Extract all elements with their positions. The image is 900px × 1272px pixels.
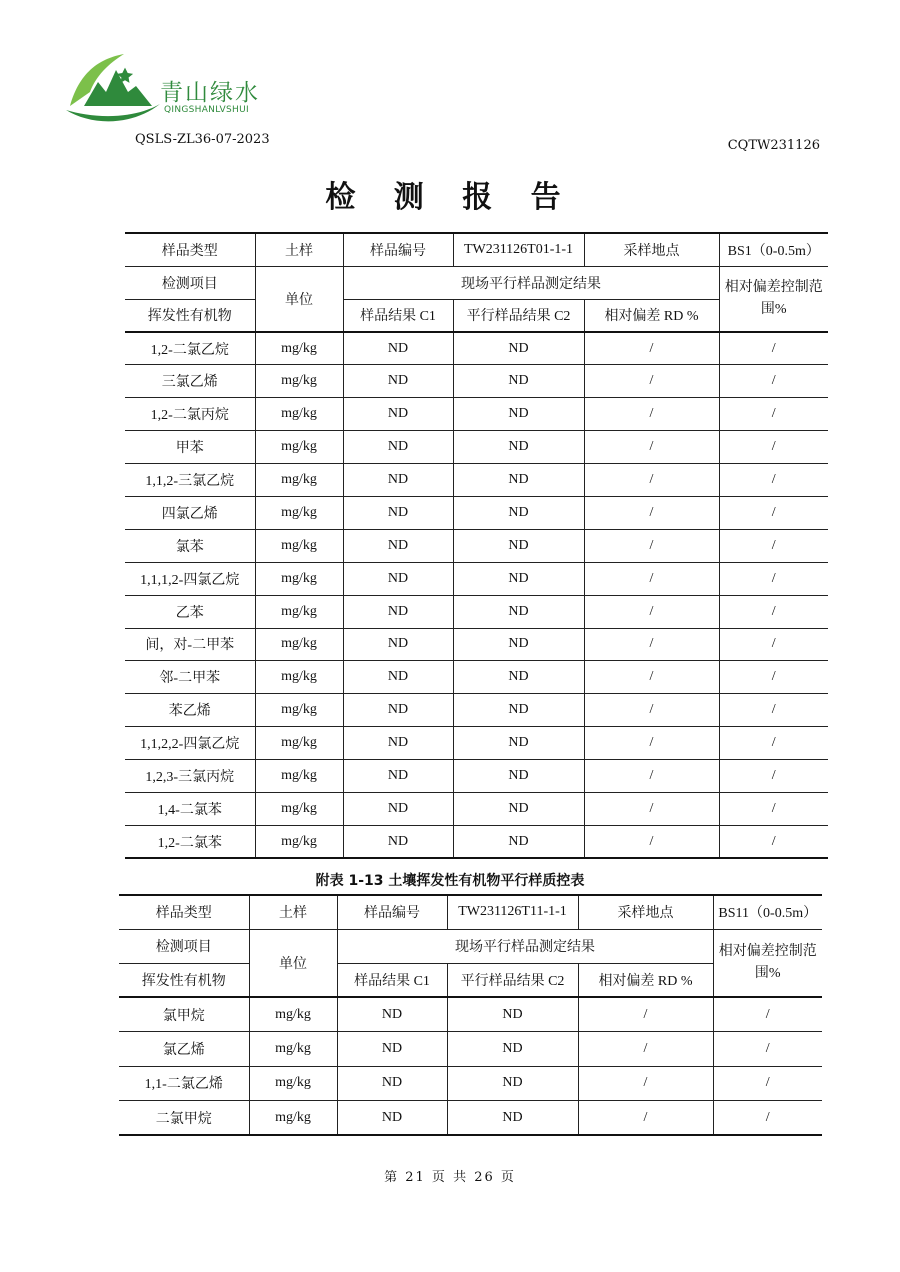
table-row (125, 595, 828, 628)
document-code: QSLS-ZL36-07-2023 (135, 132, 270, 147)
c1-value: ND (343, 365, 453, 398)
rd-limit-label: 相对偏差控制范围% (719, 266, 828, 332)
c2-value: ND (453, 792, 584, 825)
table-row (125, 661, 828, 694)
c2-value: ND (453, 365, 584, 398)
rd-value: / (584, 332, 719, 365)
unit-cell: mg/kg (255, 661, 343, 694)
rd-value: / (584, 398, 719, 431)
c2-label: 平行样品结果 C2 (453, 299, 584, 332)
c2-value: ND (453, 760, 584, 793)
logo-name-en: QINGSHANLVSHUI (164, 105, 249, 115)
analyte-name: 氯乙烯 (119, 1032, 249, 1067)
rd-value: / (584, 760, 719, 793)
rd-value: / (584, 562, 719, 595)
c1-value: ND (343, 760, 453, 793)
unit-cell: mg/kg (255, 464, 343, 497)
c2-value: ND (447, 1101, 578, 1136)
c2-label: 平行样品结果 C2 (447, 963, 578, 997)
sample-no-value: TW231126T11-1-1 (447, 895, 578, 929)
table-row (119, 997, 822, 1032)
category-label: 挥发性有机物 (119, 963, 249, 997)
rd-limit-value: / (713, 1066, 822, 1101)
analyte-name: 邻-二甲苯 (125, 661, 255, 694)
rd-limit-value: / (719, 529, 828, 562)
c1-value: ND (343, 727, 453, 760)
unit-cell: mg/kg (255, 365, 343, 398)
qc-table-1 (125, 232, 828, 859)
unit-cell: mg/kg (255, 398, 343, 431)
c2-value: ND (453, 595, 584, 628)
rd-limit-value: / (719, 496, 828, 529)
unit-cell: mg/kg (255, 694, 343, 727)
c2-value: ND (453, 628, 584, 661)
c1-value: ND (337, 1101, 447, 1136)
c1-label: 样品结果 C1 (337, 963, 447, 997)
logo-name-cn: 青山绿水 (160, 80, 260, 106)
table-1-body (125, 332, 828, 858)
c1-value: ND (337, 997, 447, 1032)
rd-limit-value: / (719, 694, 828, 727)
c2-value: ND (453, 562, 584, 595)
analyte-name: 1,1-二氯乙烯 (119, 1066, 249, 1101)
c2-value: ND (453, 464, 584, 497)
rd-limit-label: 相对偏差控制范围% (713, 929, 822, 997)
rd-limit-value: / (719, 727, 828, 760)
analyte-name: 1,2,3-三氯丙烷 (125, 760, 255, 793)
analyte-name: 氯苯 (125, 529, 255, 562)
c2-value: ND (453, 431, 584, 464)
table-row (125, 365, 828, 398)
rd-limit-value: / (719, 628, 828, 661)
unit-cell: mg/kg (255, 529, 343, 562)
rd-limit-value: / (719, 562, 828, 595)
table-row (125, 529, 828, 562)
rd-label: 相对偏差 RD % (584, 299, 719, 332)
rd-value: / (584, 628, 719, 661)
location-label: 采样地点 (584, 233, 719, 266)
location-value: BS11（0-0.5m） (713, 895, 822, 929)
c2-value: ND (453, 694, 584, 727)
c1-value: ND (343, 496, 453, 529)
unit-label: 单位 (249, 929, 337, 997)
rd-limit-value: / (719, 431, 828, 464)
unit-cell: mg/kg (255, 496, 343, 529)
rd-value: / (578, 1066, 713, 1101)
c1-label: 样品结果 C1 (343, 299, 453, 332)
c1-value: ND (343, 595, 453, 628)
rd-limit-value: / (719, 595, 828, 628)
c1-value: ND (343, 332, 453, 365)
c2-value: ND (453, 727, 584, 760)
unit-cell: mg/kg (255, 562, 343, 595)
analyte-name: 乙苯 (125, 595, 255, 628)
c1-value: ND (343, 628, 453, 661)
report-number: CQTW231126 (727, 138, 820, 153)
analyte-name: 二氯甲烷 (119, 1101, 249, 1136)
c1-value: ND (343, 464, 453, 497)
rd-value: / (584, 727, 719, 760)
rd-label: 相对偏差 RD % (578, 963, 713, 997)
analyte-name: 1,2-二氯丙烷 (125, 398, 255, 431)
unit-cell: mg/kg (249, 1032, 337, 1067)
analyte-name: 1,2-二氯乙烷 (125, 332, 255, 365)
table-row (125, 825, 828, 858)
rd-value: / (584, 365, 719, 398)
unit-cell: mg/kg (255, 825, 343, 858)
c2-value: ND (453, 398, 584, 431)
analyte-name: 1,2-二氯苯 (125, 825, 255, 858)
analyte-name: 1,1,2-三氯乙烷 (125, 464, 255, 497)
sample-type-label: 样品类型 (119, 895, 249, 929)
unit-cell: mg/kg (249, 1066, 337, 1101)
analyte-name: 甲苯 (125, 431, 255, 464)
rd-limit-value: / (719, 760, 828, 793)
table-row (125, 431, 828, 464)
report-title: 检 测 报 告 (325, 180, 575, 215)
analyte-name: 1,1,2,2-四氯乙烷 (125, 727, 255, 760)
c1-value: ND (343, 398, 453, 431)
unit-cell: mg/kg (255, 792, 343, 825)
rd-value: / (578, 1101, 713, 1136)
table-row (125, 496, 828, 529)
unit-cell: mg/kg (255, 595, 343, 628)
header-row-items (125, 266, 828, 299)
header-row-sample (125, 233, 828, 266)
table-row (119, 1032, 822, 1067)
c1-value: ND (337, 1066, 447, 1101)
c2-value: ND (447, 1032, 578, 1067)
table-row (125, 694, 828, 727)
result-group-label: 现场平行样品测定结果 (337, 929, 713, 963)
table-row (125, 760, 828, 793)
rd-limit-value: / (713, 1032, 822, 1067)
table-row (125, 562, 828, 595)
table-row (119, 1101, 822, 1136)
rd-limit-value: / (719, 365, 828, 398)
mountain-logo-icon (62, 40, 162, 126)
page-footer: 第 21 页 共 26 页 (384, 1170, 516, 1185)
sample-type-value: 土样 (249, 895, 337, 929)
rd-value: / (584, 595, 719, 628)
unit-cell: mg/kg (255, 760, 343, 793)
c1-value: ND (343, 661, 453, 694)
c1-value: ND (343, 825, 453, 858)
table-row (125, 727, 828, 760)
result-group-label: 现场平行样品测定结果 (343, 266, 719, 299)
c1-value: ND (337, 1032, 447, 1067)
table-row (125, 398, 828, 431)
item-label: 检测项目 (125, 266, 255, 299)
analyte-name: 苯乙烯 (125, 694, 255, 727)
unit-cell: mg/kg (255, 332, 343, 365)
c2-value: ND (447, 997, 578, 1032)
rd-limit-value: / (719, 792, 828, 825)
c1-value: ND (343, 431, 453, 464)
unit-cell: mg/kg (255, 727, 343, 760)
rd-limit-value: / (719, 661, 828, 694)
c1-value: ND (343, 529, 453, 562)
rd-limit-value: / (719, 464, 828, 497)
analyte-name: 三氯乙烯 (125, 365, 255, 398)
analyte-name: 四氯乙烯 (125, 496, 255, 529)
rd-value: / (584, 464, 719, 497)
rd-limit-value: / (713, 997, 822, 1032)
rd-value: / (584, 694, 719, 727)
analyte-name: 1,4-二氯苯 (125, 792, 255, 825)
rd-limit-value: / (719, 332, 828, 365)
c1-value: ND (343, 694, 453, 727)
category-label: 挥发性有机物 (125, 299, 255, 332)
unit-label: 单位 (255, 266, 343, 332)
rd-limit-value: / (713, 1101, 822, 1136)
item-label: 检测项目 (119, 929, 249, 963)
table-row (119, 1066, 822, 1101)
sample-no-value: TW231126T01-1-1 (453, 233, 584, 266)
rd-value: / (584, 496, 719, 529)
table-2-caption: 附表 1-13 土壤挥发性有机物平行样质控表 (315, 873, 585, 889)
table-row (125, 792, 828, 825)
location-value: BS1（0-0.5m） (719, 233, 828, 266)
c2-value: ND (447, 1066, 578, 1101)
rd-limit-value: / (719, 398, 828, 431)
rd-value: / (578, 997, 713, 1032)
header-row-sample (119, 895, 822, 929)
unit-cell: mg/kg (249, 997, 337, 1032)
sample-no-label: 样品编号 (337, 895, 447, 929)
location-label: 采样地点 (578, 895, 713, 929)
table-row (125, 332, 828, 365)
unit-cell: mg/kg (255, 431, 343, 464)
rd-value: / (584, 661, 719, 694)
rd-value: / (584, 431, 719, 464)
c2-value: ND (453, 529, 584, 562)
sample-no-label: 样品编号 (343, 233, 453, 266)
table-2-body (119, 997, 822, 1135)
rd-value: / (584, 529, 719, 562)
table-row (125, 464, 828, 497)
c2-value: ND (453, 496, 584, 529)
rd-value: / (578, 1032, 713, 1067)
qc-table-2 (119, 894, 822, 1136)
c2-value: ND (453, 661, 584, 694)
analyte-name: 氯甲烷 (119, 997, 249, 1032)
unit-cell: mg/kg (255, 628, 343, 661)
c2-value: ND (453, 825, 584, 858)
c1-value: ND (343, 562, 453, 595)
rd-limit-value: / (719, 825, 828, 858)
rd-value: / (584, 792, 719, 825)
analyte-name: 间，对-二甲苯 (125, 628, 255, 661)
unit-cell: mg/kg (249, 1101, 337, 1136)
rd-value: / (584, 825, 719, 858)
table-row (125, 628, 828, 661)
c2-value: ND (453, 332, 584, 365)
analyte-name: 1,1,1,2-四氯乙烷 (125, 562, 255, 595)
sample-type-value: 土样 (255, 233, 343, 266)
c1-value: ND (343, 792, 453, 825)
header-row-items (119, 929, 822, 963)
sample-type-label: 样品类型 (125, 233, 255, 266)
